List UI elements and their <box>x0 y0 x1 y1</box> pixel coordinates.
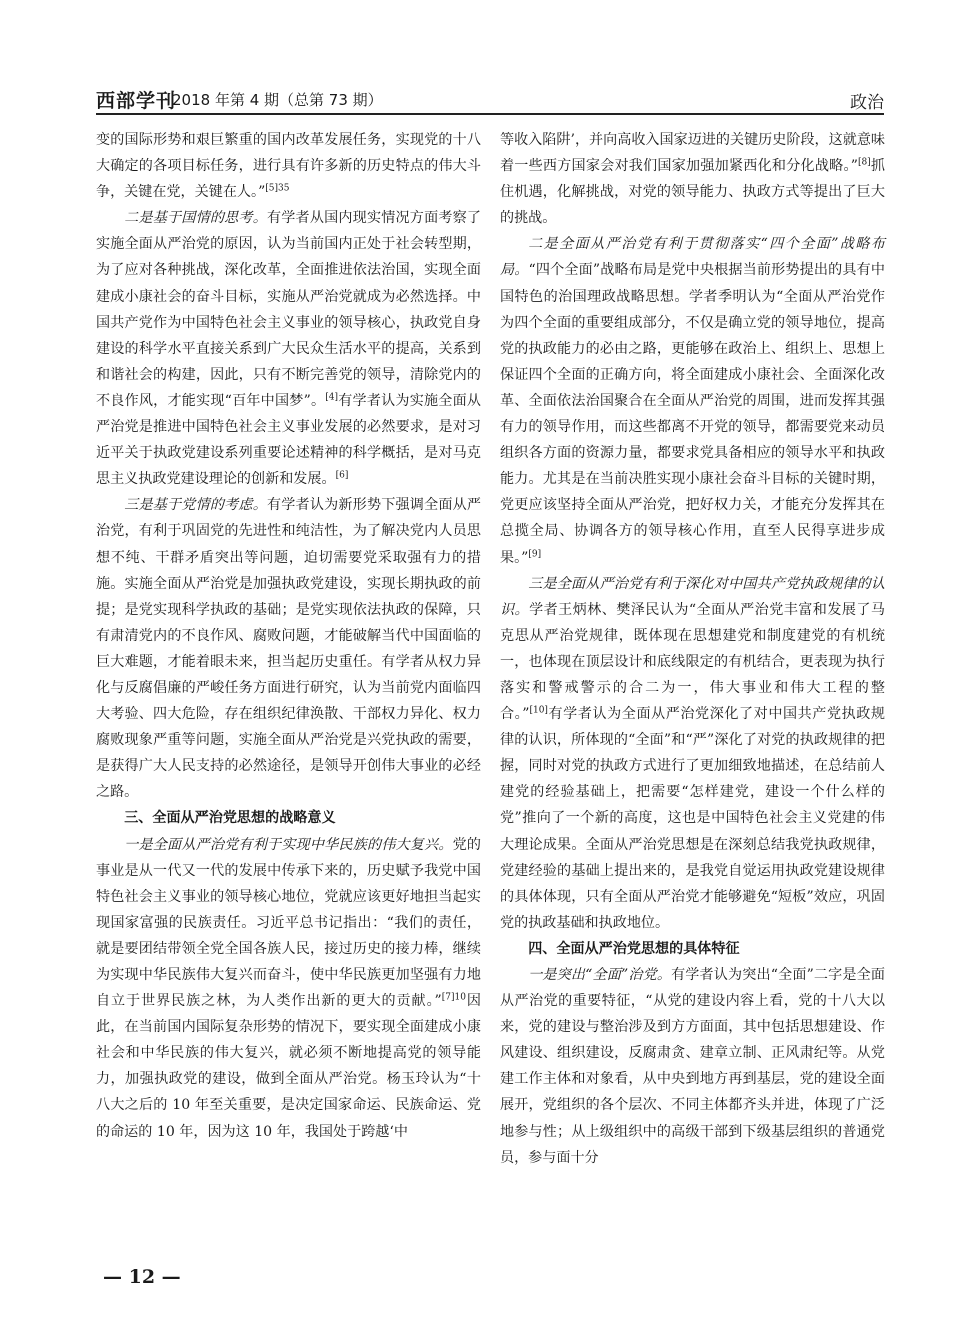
paragraph <box>500 962 885 1171</box>
paragraph <box>500 127 885 231</box>
citation-ref: [10] <box>529 705 548 716</box>
header-rule <box>96 113 884 115</box>
paragraph <box>500 571 885 936</box>
paragraph <box>500 231 885 570</box>
body-text: 因此，在当前国内国际复杂形势的情况下，要实现全面建成小康社会和中华民族的伟大复兴，就必须不断地提高党的领导能力，加强执政党的建设，做到全面从严治党。杨玉玲认为“十八大之后的 10 年至关重要，是决定国家命运、民族命运、党的命运的 10 年，因为这 10 年，我国处于跨越‘中 <box>96 993 482 1140</box>
body-text: 变的国际形势和艰巨繁重的国内改革发展任务，实现党的十八大确定的各项目标任务，进行具有许多新的历史特点的伟大斗争，关键在党，关键在人。” <box>96 132 481 201</box>
lead-phrase: 一是全面从严治党有利于实现中华民族的伟大复兴。 <box>124 836 453 853</box>
citation-ref: [7]10 <box>441 992 466 1003</box>
right-column <box>500 127 885 1171</box>
paragraph <box>96 832 481 1145</box>
section-title: 政治 <box>850 93 884 113</box>
body-text: 有学者认为全面从严治党深化了对中国共产党执政规律的认识，所体现的“全面”和“严”深化了对党的执政规律的把握，同时对党的执政方式进行了更加细致地描述，在总结前人建党的经验基础上，把需要“怎样建党，建设一个什么样的党”推向了一个新的高度，这也是中国特色社会主义党建的伟大理论成果。全面从严治党思想是在深刻总结我党执政规律，党建经验的基础上提出来的，是我党自觉运用执政党建设规律的具体体现，只有全面从严治党才能够避免“短板”效应，巩固党的执政基础和执政地位。 <box>500 706 886 931</box>
citation-ref: [9] <box>528 548 542 559</box>
left-column <box>96 127 481 1145</box>
paragraph <box>96 205 481 492</box>
lead-phrase: 一是突出“全面”治党。 <box>528 967 672 983</box>
citation-ref: [6] <box>335 470 349 481</box>
lead-phrase: 二是全面从严治党有利于贯彻落实“四个全面”战略布局。 <box>500 236 885 279</box>
lead-phrase: 三是基于党情的考虑。 <box>124 497 267 514</box>
lead-phrase: 二是基于国情的思考。 <box>124 210 267 227</box>
section-heading: 四、全面从严治党思想的具体特征 <box>528 940 740 957</box>
body-text: 党的事业是从一代又一代的发展中传承下来的，历史赋予我党中国特色社会主义事业的领导核心地位，党就应该更好地担当起实现国家富强的民族责任。习近平总书记指出：“我们的责任，就是要团结带领全党全国各族人民，接过历史的接力棒，继续为实现中华民族伟大复兴而奋斗，使中华民族更加坚强有力地自立于世界民族之林，为人类作出新的更大的贡献。” <box>96 836 481 1010</box>
citation-ref: [4] <box>325 392 339 403</box>
body-text: 有学者认为实施全面从严治党是推进中国特色社会主义事业发展的必然要求，是对习近平关于执政党建设系列重要论述精神的科学概括，是对马克思主义执政党建设理论的创新和发展。 <box>96 392 481 488</box>
issue-info: 2018 年第 4 期（总第 73 期） <box>172 91 383 109</box>
body-text: “四个全面”战略布局是党中央根据当前形势提出的具有中国特色的治国理政战略思想。学者季明认为“全面从严治党作为四个全面的重要组成部分，不仅是确立党的领导地位，提高党的执政能力的必由之路，更能够在政治上、组织上、思想上保证四个全面的正确方向，将全面建成小康社会、全面深化改革、全面依法治国聚合在全面从严治党的周围，进而发挥其强有力的领导作用，而这些都离不开党的领导，都需要党来动员组织各方面的资源力量，都要求党具备相应的领导水平和执政能力。尤其是在当前决胜实现小康社会奋斗目标的关键时期，党更应该坚持全面从严治党，把好权力关，才能充分发挥其在总揽全局、协调各方的领导核心作用，直至人民得享进步成果。” <box>500 262 885 566</box>
section-heading: 三、全面从严治党思想的战略意义 <box>124 810 336 827</box>
body-text: 学者王炳林、樊泽民认为“全面从严治党丰富和发展了马克思从严治党规律，既体现在思想建党和制度建党的有机统一，也体现在顶层设计和底线限定的有机结合，更表现为执行落实和警戒警示的合二为一，伟大事业和伟大工程的整合。” <box>500 601 886 723</box>
body-text: 有学者认为新形势下强调全面从严治党，有利于巩固党的先进性和纯洁性，为了解决党内人员思想不纯、干群矛盾突出等问题，迫切需要党采取强有力的措施。实施全面从严治党是加强执政党建设，实现长期执政的前提；是党实现科学执政的基础；是党实现依法执政的保障，只有肃清党内的不良作风、腐败问题，才能破解当代中国面临的巨大难题，才能着眼未来，担当起历史重任。有学者从权力异化与反腐倡廉的严峻任务方面进行研究，认为当前党内面临四大考验、四大危险，存在组织纪律涣散、干部权力异化、权力腐败现象严重等问题，实施全面从严治党是兴党执政的需要，是获得广大人民支持的必然途径，是领导开创伟大事业的必经之路。 <box>96 497 482 801</box>
body-text: 等收入陷阱’，并向高收入国家迈进的关键历史阶段，这就意味着一些西方国家会对我们国家加强加紧西化和分化战略。” <box>500 132 886 175</box>
paragraph <box>96 127 481 205</box>
citation-ref: [8] <box>857 157 871 168</box>
body-text: 有学者从国内现实情况方面考察了实施全面从严治党的原因，认为当前国内正处于社会转型期，为了应对各种挑战，深化改革，全面推进依法治国，实现全面建成小康社会的奋斗目标，实施从严治党就成为必然选择。中国共产党作为中国特色社会主义事业的领导核心，执政党自身建设的科学水平直接关系到广大民众生活水平的提高，关系到和谐社会的构建，因此，只有不断完善党的领导，清除党内的不良作风，才能实现“百年中国梦”。 <box>96 210 482 409</box>
journal-logo: 西部学刊 <box>96 90 177 112</box>
citation-ref: [5]35 <box>265 183 290 194</box>
page-header <box>96 86 884 116</box>
body-text: 抓住机遇，化解挑战，对党的领导能力、执政方式等提出了巨大的挑战。 <box>500 158 885 227</box>
lead-phrase: 三是全面从严治党有利于深化对中国共产党执政规律的认识。 <box>500 575 885 618</box>
body-text: 有学者认为突出“全面”二字是全面从严治党的重要特征，“从党的建设内容上看，党的十八大以来，党的建设与整治涉及到方方面面，其中包括思想建设、作风建设、组织建设，反腐肃贪、建章立制、正风肃纪等。从党建工作主体和对象看，从中央到地方再到基层，党的建设全面展开，党组织的各个层次、不同主体都齐头并进，体现了广泛地参与性；从上级组织中的高级干部到下级基层组织的普通党员，参与面十分 <box>500 967 885 1166</box>
paragraph <box>96 492 481 805</box>
page-number: — 12 — <box>103 1266 181 1288</box>
